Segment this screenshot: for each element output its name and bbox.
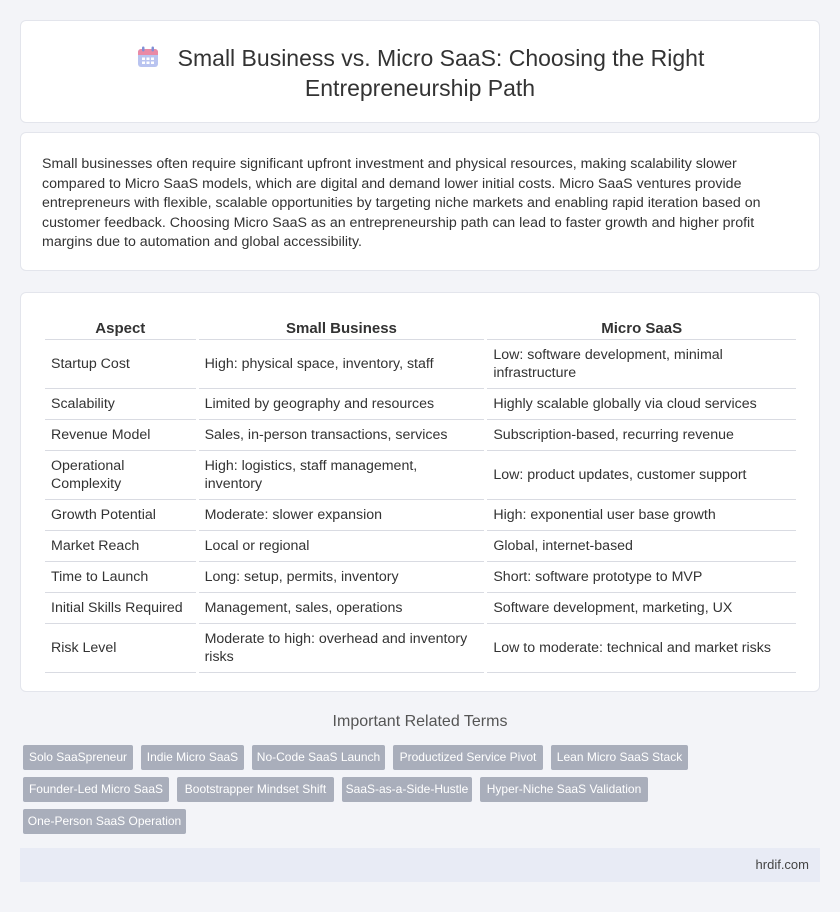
table-header-row	[45, 313, 796, 340]
micro-saas-cell: High: exponential user base growth	[487, 500, 796, 531]
aspect-cell: Startup Cost	[45, 340, 196, 389]
table-row	[45, 420, 796, 451]
header-card	[20, 20, 820, 123]
table-row	[45, 340, 796, 389]
small-business-cell: Sales, in-person transactions, services	[199, 420, 485, 451]
footer-site-link[interactable]: hrdif.com	[755, 857, 809, 872]
small-business-cell: High: physical space, inventory, staff	[199, 340, 485, 389]
micro-saas-cell: Subscription-based, recurring revenue	[487, 420, 796, 451]
calendar-icon	[136, 45, 160, 69]
micro-saas-cell: Low: product updates, customer support	[487, 451, 796, 500]
table-row	[45, 389, 796, 420]
page-title-wrap	[21, 43, 819, 103]
aspect-cell: Risk Level	[45, 624, 196, 673]
aspect-cell: Revenue Model	[45, 420, 196, 451]
related-term-tag[interactable]: Solo SaaSpreneur	[23, 745, 133, 770]
micro-saas-cell: Short: software prototype to MVP	[487, 562, 796, 593]
small-business-cell: Limited by geography and resources	[199, 389, 485, 420]
small-business-cell: Moderate: slower expansion	[199, 500, 485, 531]
column-header-aspect: Aspect	[45, 313, 196, 340]
column-header-micro-saas: Micro SaaS	[487, 313, 796, 340]
micro-saas-cell: Low: software development, minimal infrastructure	[487, 340, 796, 389]
related-term-tag[interactable]: SaaS-as-a-Side-Hustle	[342, 777, 472, 802]
summary-paragraph: Small businesses often require significant upfront investment and physical resources, making scalability slower compared to Micro SaaS models, which are digital and demand lower initial costs. Micro SaaS ventures provide entrepreneurs with flexible, scalable opportunities by targeting niche markets and enabling rapid iteration based on customer feedback. Choosing Micro SaaS as an entrepreneurship path can lead to faster growth and higher profit margins due to automation and global accessibility.	[42, 156, 761, 251]
micro-saas-cell: Global, internet-based	[487, 531, 796, 562]
related-term-tag[interactable]: One-Person SaaS Operation	[23, 809, 186, 834]
comparison-table	[42, 313, 799, 673]
comparison-table-card	[20, 292, 820, 692]
related-term-tag[interactable]: Founder-Led Micro SaaS	[23, 777, 169, 802]
related-terms-heading: Important Related Terms	[332, 713, 508, 730]
page-title: Small Business vs. Micro SaaS: Choosing the Right Entrepreneurship Path	[177, 45, 705, 101]
aspect-cell: Time to Launch	[45, 562, 196, 593]
small-business-cell: Management, sales, operations	[199, 593, 485, 624]
small-business-cell: High: logistics, staff management, inventory	[199, 451, 485, 500]
table-row	[45, 562, 796, 593]
table-row	[45, 624, 796, 673]
table-row	[45, 593, 796, 624]
related-term-tag[interactable]: Hyper-Niche SaaS Validation	[480, 777, 648, 802]
table-row	[45, 500, 796, 531]
micro-saas-cell: Low to moderate: technical and market risks	[487, 624, 796, 673]
related-term-tag[interactable]: Lean Micro SaaS Stack	[551, 745, 688, 770]
table-row	[45, 451, 796, 500]
related-term-tag[interactable]: Bootstrapper Mindset Shift	[177, 777, 334, 802]
small-business-cell: Moderate to high: overhead and inventory risks	[199, 624, 485, 673]
aspect-cell: Market Reach	[45, 531, 196, 562]
related-term-tag[interactable]: No-Code SaaS Launch	[252, 745, 385, 770]
footer-bar	[20, 848, 820, 882]
micro-saas-cell: Highly scalable globally via cloud services	[487, 389, 796, 420]
small-business-cell: Local or regional	[199, 531, 485, 562]
small-business-cell: Long: setup, permits, inventory	[199, 562, 485, 593]
summary-card	[20, 132, 820, 271]
micro-saas-cell: Software development, marketing, UX	[487, 593, 796, 624]
table-row	[45, 531, 796, 562]
column-header-small-business: Small Business	[199, 313, 485, 340]
aspect-cell: Initial Skills Required	[45, 593, 196, 624]
related-term-tag[interactable]: Indie Micro SaaS	[141, 745, 244, 770]
aspect-cell: Operational Complexity	[45, 451, 196, 500]
aspect-cell: Scalability	[45, 389, 196, 420]
related-term-tag[interactable]: Productized Service Pivot	[393, 745, 543, 770]
aspect-cell: Growth Potential	[45, 500, 196, 531]
